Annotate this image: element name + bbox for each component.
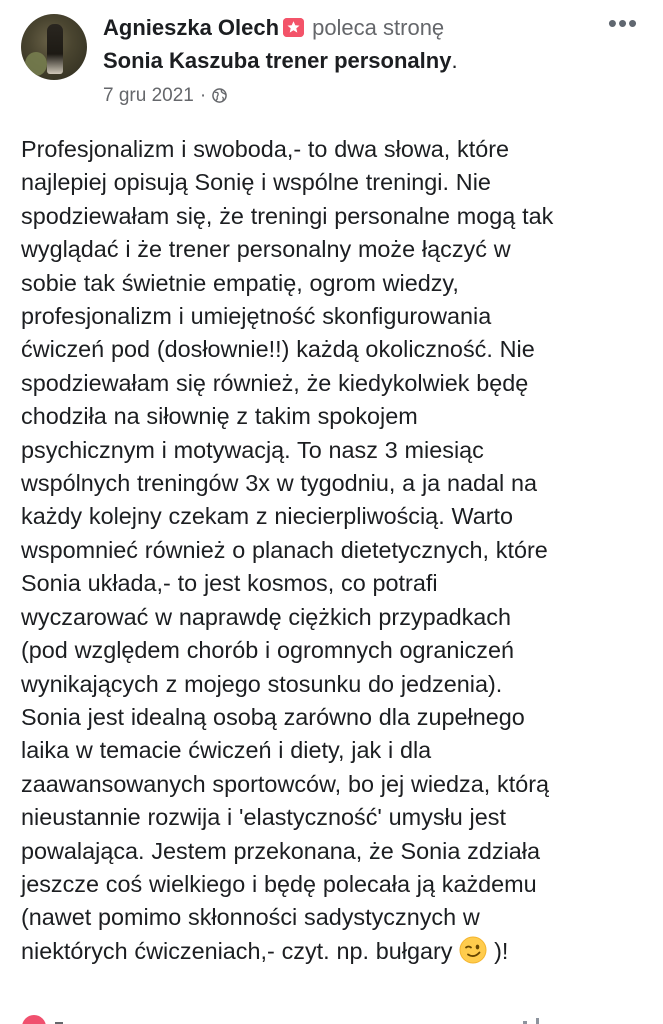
avatar-leaf-decoration (25, 52, 47, 76)
meta-separator: · (199, 85, 207, 106)
author-line (103, 14, 444, 42)
globe-icon[interactable] (212, 86, 227, 101)
recommend-badge-icon (283, 18, 304, 37)
post-text-end: )! (487, 937, 509, 964)
globe-icon-svg (212, 88, 227, 103)
winking-face-emoji-svg (459, 936, 487, 964)
more-options-icon[interactable]: ••• (607, 8, 639, 38)
post-header (0, 0, 663, 120)
post-text-main: Profesjonalizm i swoboda,- to dwa słowa, które najlepiej opisują Sonię i wspólne treningi. Nie spodziewałam się, że treningi personalne mogą tak wyglądać i że trener personalny może łączyć w sobie tak świetnie empatię, ogrom wiedzy, profesjonalizm i umiejętność skonfigurowania ćwiczeń pod (dosłownie!!) każdą okoliczność. Nie spodziewałam się również, że kiedykolwiek będę chodziła na siłownię z takim spokojem psychicznym i motywacją. To nasz 3 miesiąc wspólnych treningów 3x w tygodniu, a ja nadal na każdy kolejny czekam z niecierpliwością. Warto wspomnieć również o planach dietetycznych, które Sonia układa,- to jest kosmos, co potrafi wyczarować w naprawdę ciężkich przypadkach (pod względem chorób i ogromnych ograniczeń wynikających z mojego stosunku do jedzenia). Sonia jest idealną osobą zarówno dla zupełnego laika w temacie ćwiczeń i diety, jak i dla zaawansowanych sportowców, bo jej wiedza, którą nieustannie rozwija i 'elastyczność' umysłu jest powalająca. Jestem przekonana, że Sonia zdziała jeszcze coś wielkiego i będę polecała ją każdemu (nawet pomimo skłonności sadystycznych w niektórych ćwiczeniach,- czyt. np. bułgary (21, 136, 554, 964)
author-avatar[interactable] (21, 14, 87, 80)
post-text (21, 133, 641, 968)
page-line (103, 47, 458, 75)
post-meta (103, 84, 227, 108)
winking-face-emoji (459, 936, 487, 964)
shares-count-fragment (536, 1018, 539, 1024)
reactions-bar (0, 1012, 663, 1024)
reaction-icon[interactable] (22, 1015, 46, 1024)
avatar-figure-decoration (47, 24, 63, 74)
page-name-period: . (451, 48, 458, 73)
author-name[interactable]: Agnieszka Olech (103, 15, 280, 40)
recommended-page-name[interactable]: Sonia Kaszuba trener personalny (103, 48, 452, 73)
post-date[interactable]: 7 gru 2021 (103, 85, 194, 106)
recommend-star-icon (283, 18, 304, 37)
recommend-action-text: poleca stronę (312, 15, 445, 40)
